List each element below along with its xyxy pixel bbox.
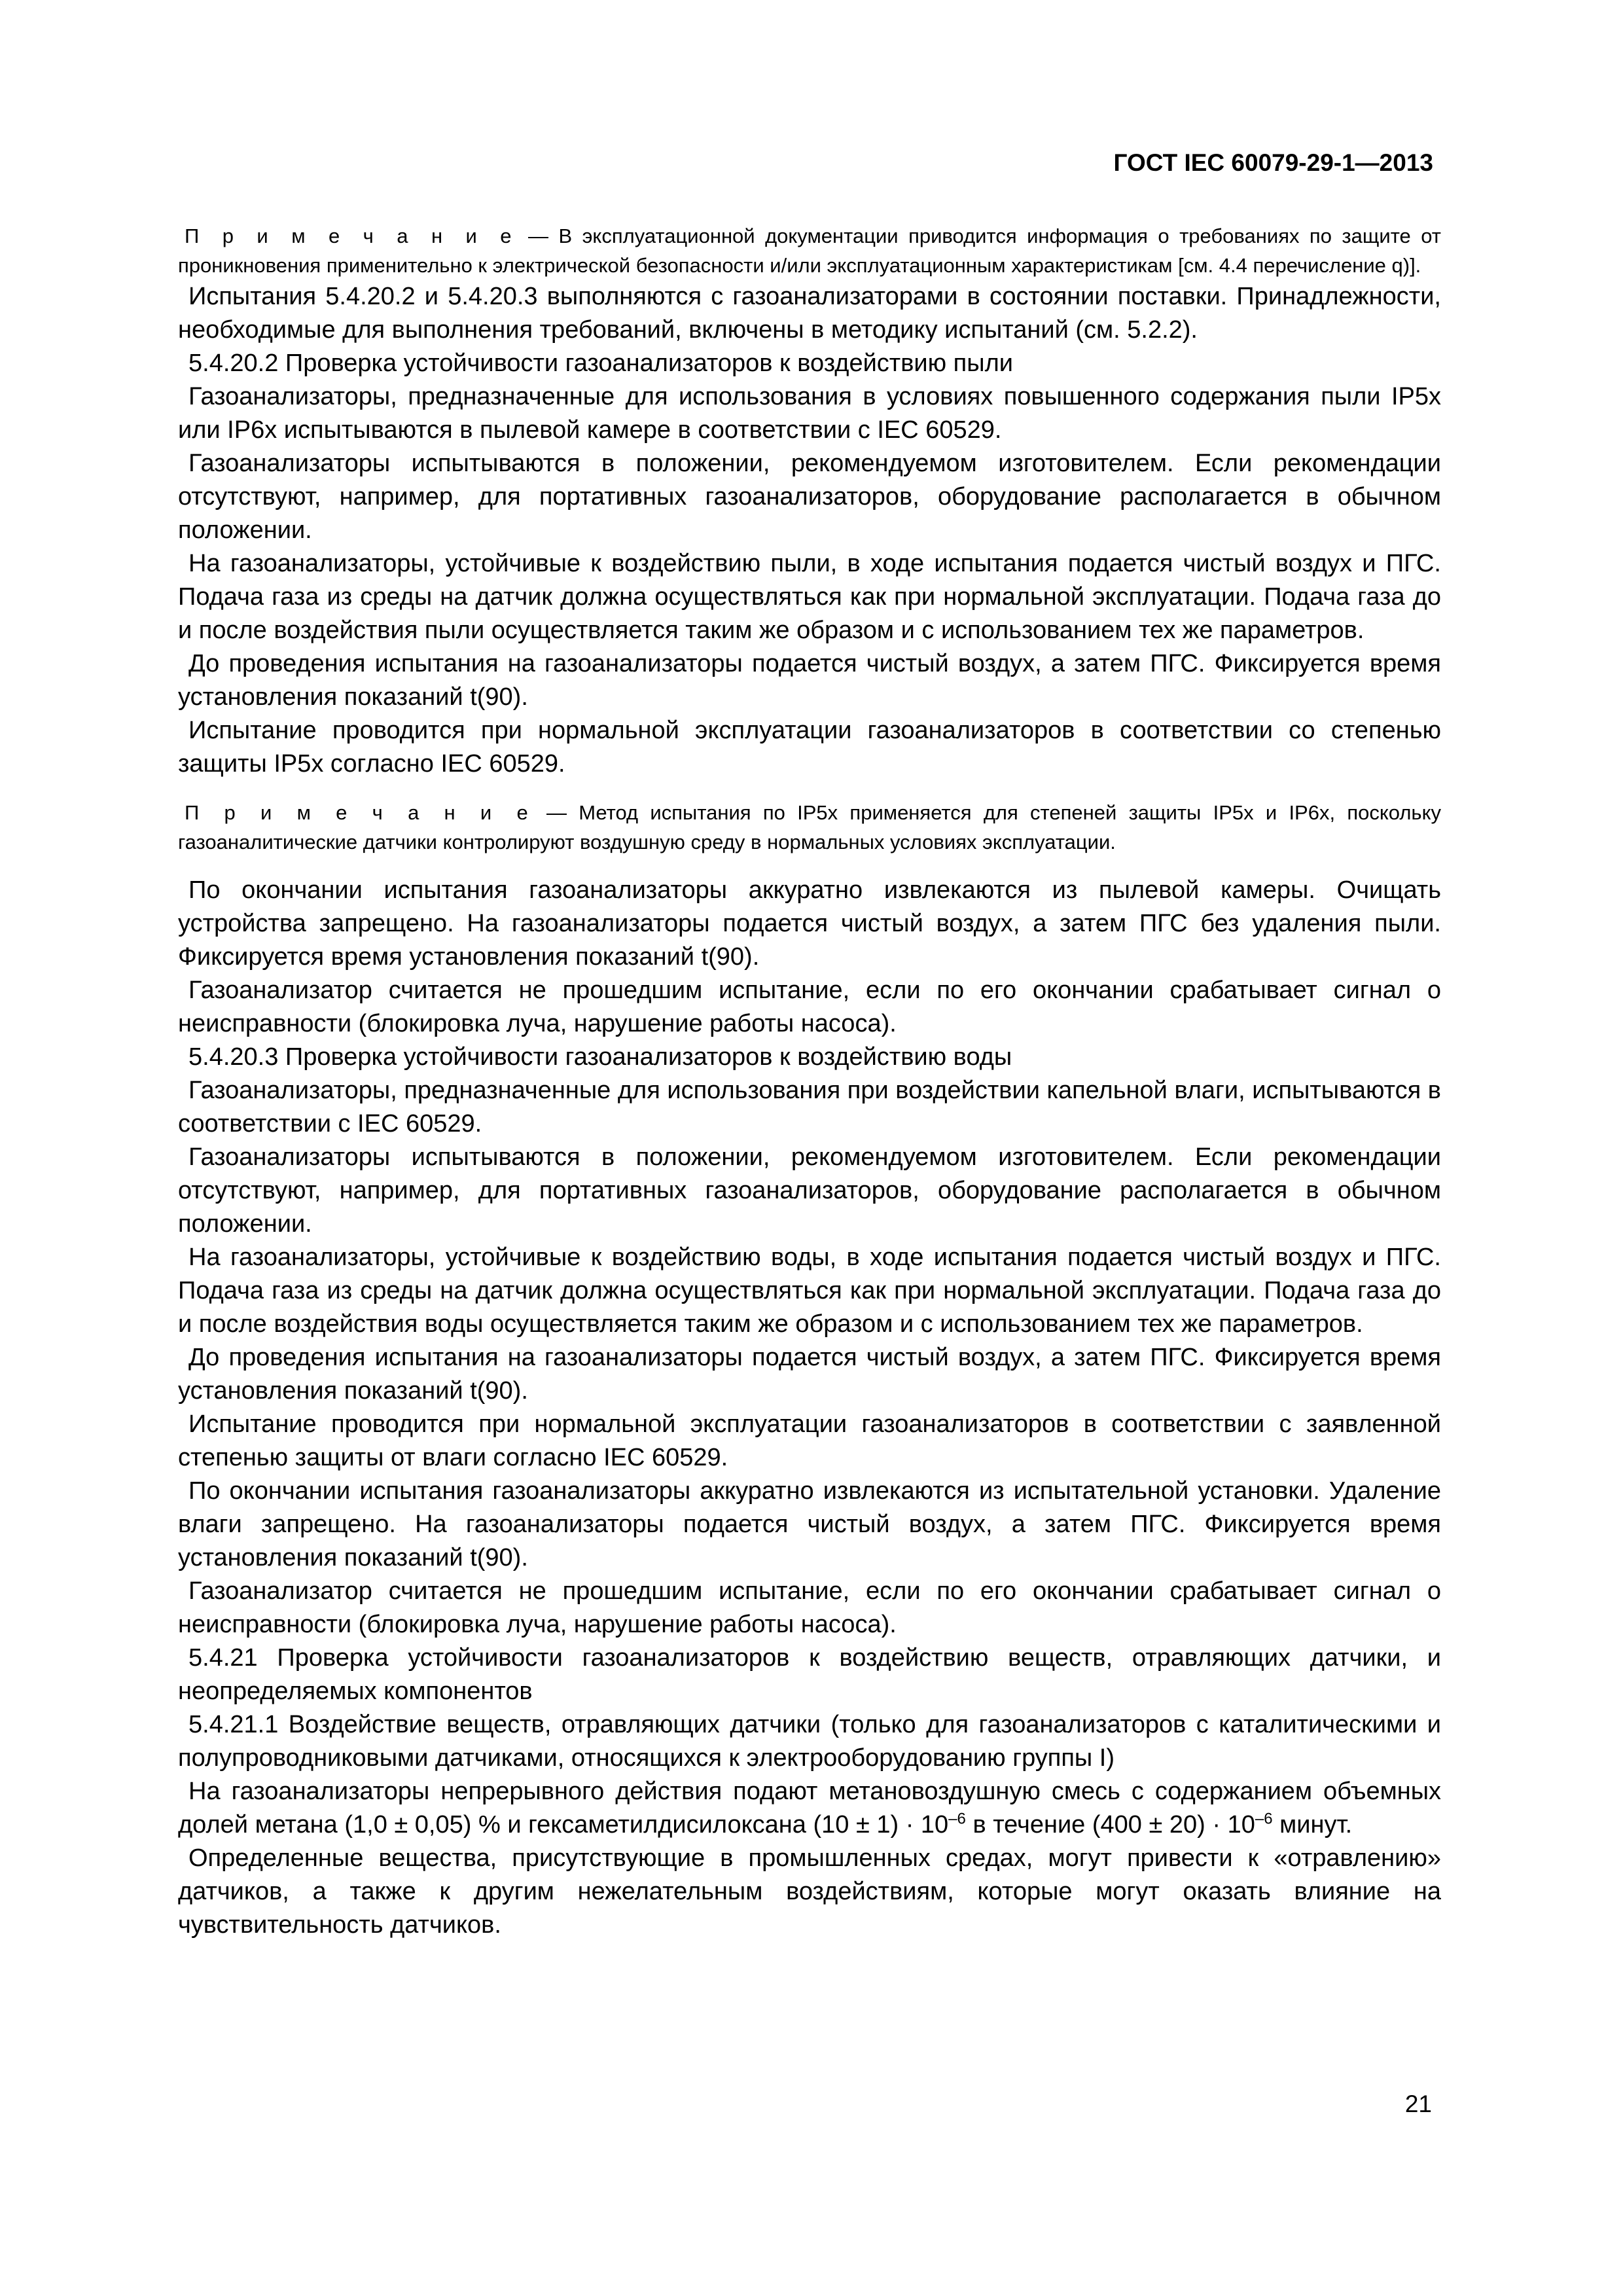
body-paragraph: Испытание проводится при нормальной эксплуатации газоанализаторов в соответствии со степенью защиты IP5x согласно IEC 60529. — [178, 717, 1441, 778]
formula-text: минут. — [1272, 1811, 1353, 1839]
body-paragraph: На газоанализаторы, устойчивые к воздействию пыли, в ходе испытания подается чистый воздух и ПГС. Подача газа из среды на датчик должна осуществляться как при нормальной эксплуатации. Подача газа до и после воздействия пыли осуществляется таким же образом и с использованием тех же параметров. — [178, 550, 1441, 644]
body-paragraph: Газоанализатор считается не прошедшим испытание, если по его окончании срабатывает сигнал о неисправности (блокировка луча, нарушение работы насоса). — [178, 977, 1441, 1037]
formula-paragraph — [178, 1775, 1441, 1842]
note-paragraph — [178, 798, 1441, 857]
note-label: П р и м е ч а н и е — [185, 801, 535, 824]
note-text: — В эксплуатационной документации приводится информация о требованиях по защите от проникновения применительно к электрической безопасности и/или эксплуатационным характеристикам [см. 4.4 перечисление q)]. — [178, 224, 1441, 277]
section-heading: 5.4.21.1 Воздействие веществ, отравляющих датчики (только для газоанализаторов с каталитическими и полупроводниковыми датчиками, относящихся к электрооборудованию группы I) — [178, 1711, 1441, 1772]
note-text: — Метод испытания по IP5x применяется для степеней защиты IP5x и IP6x, поскольку газоаналитические датчики контролируют воздушную среду в нормальных условиях эксплуатации. — [178, 801, 1441, 853]
body-paragraph: До проведения испытания на газоанализаторы подается чистый воздух, а затем ПГС. Фиксируется время установления показаний t(90). — [178, 1344, 1441, 1405]
body-paragraph: До проведения испытания на газоанализаторы подается чистый воздух, а затем ПГС. Фиксируется время установления показаний t(90). — [178, 650, 1441, 711]
formula-text: На газоанализаторы непрерывного действия подают метановоздушную смесь с содержанием объемных долей метана (1,0 ± 0,05) % и гексаметилдисилоксана (10 ± 1) · 10 — [178, 1778, 1441, 1839]
body-paragraph: Газоанализаторы, предназначенные для использования в условиях повышенного содержания пыли IP5x или IP6x испытываются в пылевой камере в соответствии с IEC 60529. — [178, 383, 1441, 444]
body-paragraph: Газоанализаторы, предназначенные для использования при воздействии капельной влаги, испытываются в соответствии с IEC 60529. — [178, 1077, 1441, 1138]
page-number: 21 — [1404, 2090, 1432, 2117]
body-paragraph: Газоанализатор считается не прошедшим испытание, если по его окончании срабатывает сигнал о неисправности (блокировка луча, нарушение работы насоса). — [178, 1577, 1441, 1638]
note-paragraph — [178, 221, 1441, 280]
body-paragraph: Испытание проводится при нормальной эксплуатации газоанализаторов в соответствии с заявленной степенью защиты от влаги согласно IEC 60529. — [178, 1410, 1441, 1471]
section-heading: 5.4.21 Проверка устойчивости газоанализаторов к воздействию веществ, отравляющих датчики, и неопределяемых компонентов — [178, 1644, 1441, 1705]
formula-text: в течение (400 ± 20) · 10 — [965, 1811, 1255, 1839]
body-paragraph: По окончании испытания газоанализаторы аккуратно извлекаются из испытательной установки. Удаление влаги запрещено. На газоанализаторы подается чистый воздух, а затем ПГС. Фиксируется время установления показаний t(90). — [178, 1477, 1441, 1571]
exponent: –6 — [1255, 1810, 1273, 1828]
body-paragraph: Определенные вещества, присутствующие в промышленных средах, могут привести к «отравлению» датчиков, а также к другим нежелательным воздействиям, которые могут оказать влияние на чувствительность датчиков. — [178, 1844, 1441, 1939]
section-heading: 5.4.20.2 Проверка устойчивости газоанализаторов к воздействию пыли — [188, 350, 1013, 377]
paragraph-group — [178, 874, 1441, 1942]
page-body — [178, 221, 1441, 1942]
exponent: –6 — [948, 1810, 966, 1828]
document-id-header: ГОСТ IEC 60079-29-1—2013 — [1113, 149, 1433, 176]
note-label: П р и м е ч а н и е — [185, 224, 518, 247]
body-paragraph: На газоанализаторы, устойчивые к воздействию воды, в ходе испытания подается чистый воздух и ПГС. Подача газа из среды на датчик должна осуществляться как при нормальной эксплуатации. Подача газа до и после воздействия воды осуществляется таким же образом и с использованием тех же параметров. — [178, 1244, 1441, 1338]
section-heading: 5.4.20.3 Проверка устойчивости газоанализаторов к воздействию воды — [188, 1043, 1012, 1071]
paragraph-group — [178, 280, 1441, 781]
body-paragraph: Газоанализаторы испытываются в положении, рекомендуемом изготовителем. Если рекомендации отсутствуют, например, для портативных газоанализаторов, оборудование располагается в обычном положении. — [178, 450, 1441, 544]
body-paragraph: Испытания 5.4.20.2 и 5.4.20.3 выполняются с газоанализаторами в состоянии поставки. Принадлежности, необходимые для выполнения требований, включены в методику испытаний (см. 5.2.2). — [178, 283, 1441, 344]
body-paragraph: Газоанализаторы испытываются в положении, рекомендуемом изготовителем. Если рекомендации отсутствуют, например, для портативных газоанализаторов, оборудование располагается в обычном положении. — [178, 1143, 1441, 1238]
body-paragraph: По окончании испытания газоанализаторы аккуратно извлекаются из пылевой камеры. Очищать устройства запрещено. На газоанализаторы подается чистый воздух, а затем ПГС без удаления пыли. Фиксируется время установления показаний t(90). — [178, 876, 1441, 971]
